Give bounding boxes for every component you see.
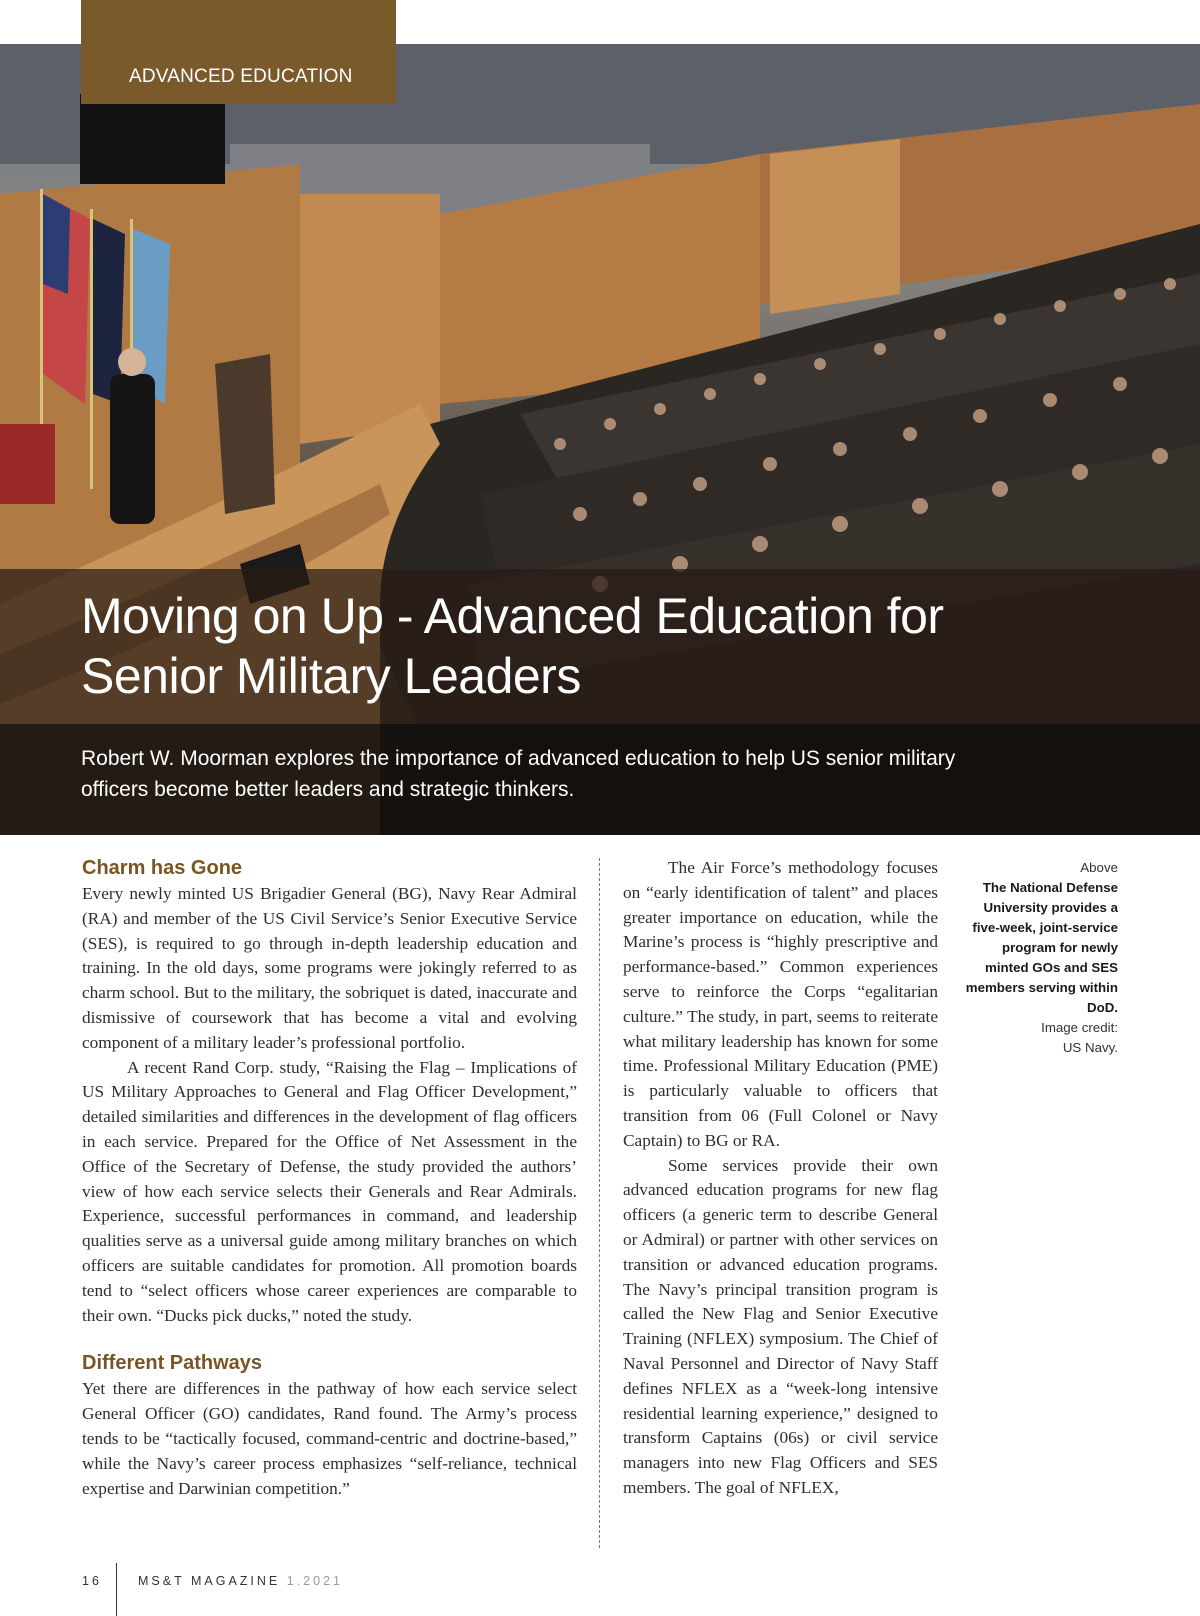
author-name: Robert W. Moorman: [81, 747, 269, 770]
standfirst: [81, 743, 981, 805]
paragraph: The Air Force’s methodology focuses on “early identification of talent” and places greater importance on education, while the Marine’s process is “highly prescriptive and performance-based.” Common experiences serve to reinforce the Corps “egalitarian culture.” The study, in part, seems to reiterate what military leadership has known for some time. Professional Military Education (PME) is particularly valuable to officers that transition from 06 (Full Colonel or Navy Captain) to BG or RA.: [623, 858, 938, 1150]
section-tab-label: ADVANCED EDUCATION: [129, 66, 353, 87]
caption-position: Above: [1080, 860, 1118, 875]
footer-divider: [116, 1563, 117, 1616]
section-tab: [81, 0, 396, 104]
footer-magazine: [138, 1574, 343, 1588]
hero-photo: [0, 44, 1200, 835]
paragraph: Some services provide their own advanced education programs for new flag officers (a generic term to describe General or Admiral) or partner with other services on transition or advanced education programs. The Navy’s principal transition program is called the New Flag and Senior Executive Training (NFLEX) symposium. The Chief of Naval Personnel and Director of Navy Staff defines NFLEX as a “week-long intensive residential learning experience,” designed to transform Captains (06s) or civil service managers into new Flag Officers and SES members. The goal of NFLEX,: [623, 1155, 938, 1497]
standfirst-text: explores the importance of advanced education to help US senior military officers become better leaders and strategic thinkers.: [81, 747, 956, 801]
page-number: 16: [82, 1574, 102, 1588]
caption-text: The National Defense University provides a five-week, joint-service program for newly minted GOs and SES members serving within DoD.: [965, 880, 1118, 1015]
caption-credit: US Navy.: [1062, 1040, 1118, 1055]
right-column: [623, 856, 938, 1501]
paragraph: Every newly minted US Brigadier General (BG), Navy Rear Admiral (RA) and member of the US Civil Service’s Senior Executive Service (SES), is required to go through in-depth leadership education and training. In the old days, some programs were jokingly referred to as charm school. But to the military, the sobriquet is dated, inaccurate and dismissive of coursework that has become a vital and evolving component of a military leader’s professional portfolio.: [82, 884, 577, 1052]
photo-caption: [960, 858, 1118, 1058]
left-column: [82, 856, 577, 1501]
subheading-charm: Charm has Gone: [82, 857, 243, 879]
column-divider: [599, 858, 600, 1548]
caption-credit-label: Image credit:: [1041, 1020, 1118, 1035]
magazine-name: MS&T MAGAZINE: [138, 1574, 281, 1588]
paragraph: A recent Rand Corp. study, “Raising the Flag – Implications of US Military Approaches to General and Flag Officer Development,” detailed similarities and differences in the development of flag officers in each service. Prepared for the Office of Net Assessment in the Office of the Secretary of Defense, the study provided the authors’ view of how each service selects their Generals and Rear Admirals. Experience, successful performances in command, and leadership qualities serve as a universal guide among military branches on which officers are suitable candidates for promotion. All promotion boards tend to “select officers whose career experiences are comparable to their own. “Ducks pick ducks,” noted the study.: [82, 1057, 577, 1325]
headline: Moving on Up - Advanced Education for Senior Military Leaders: [81, 588, 944, 704]
paragraph: Yet there are differences in the pathway of how each service select General Officer (GO) candidates, Rand found. The Army’s process tends to be “tactically focused, command-centric and doctrine-based,” while the Navy’s career process emphasizes “self-reliance, technical expertise and Darwinian competition.”: [82, 1379, 577, 1498]
subheading-pathways: Different Pathways: [82, 1352, 263, 1375]
issue-number: 1.2021: [286, 1574, 343, 1588]
